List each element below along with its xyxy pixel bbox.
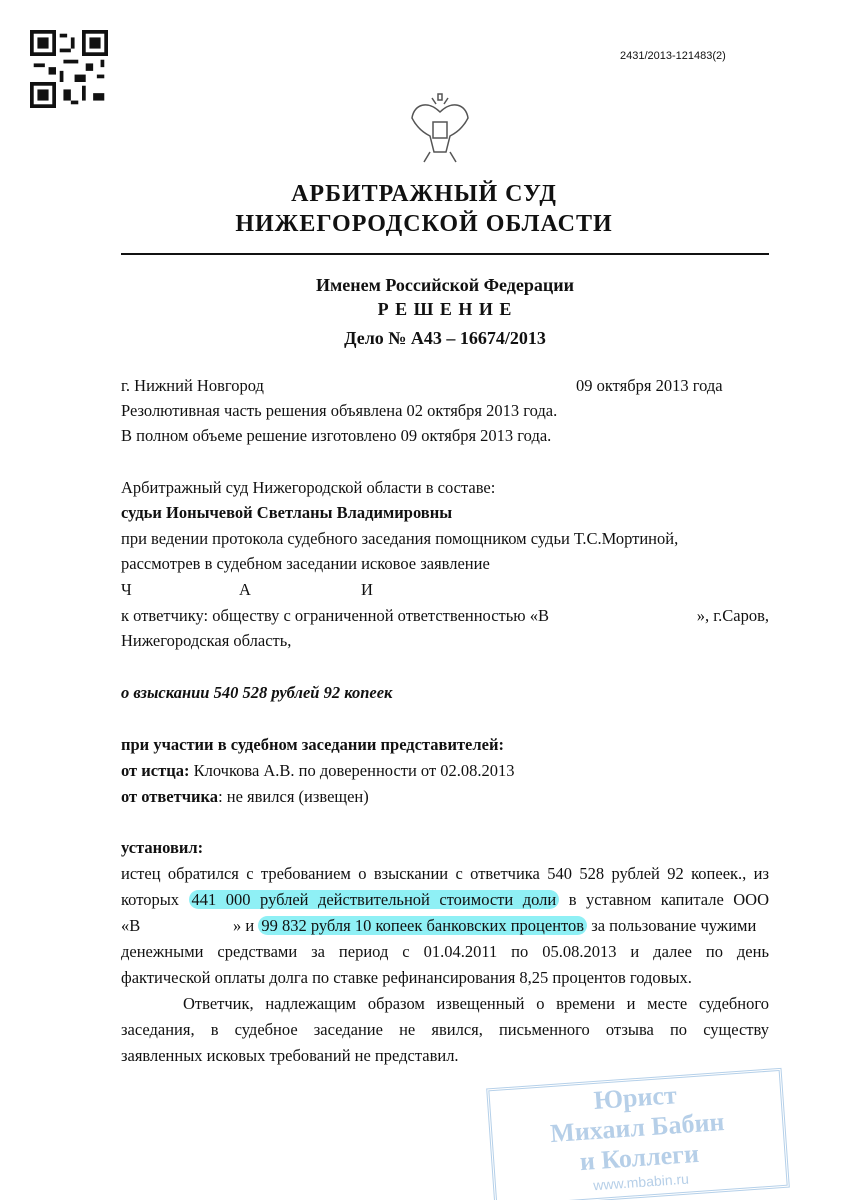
text-line: Арбитражный суд Нижегородской области в составе: bbox=[121, 478, 496, 497]
text-line: истец обратился с требованием о взыскании с ответчика 540 528 рублей 92 копеек., из bbox=[121, 864, 769, 883]
place-date-line bbox=[121, 375, 769, 397]
text-line: Резолютивная часть решения объявлена 02 октября 2013 года. bbox=[121, 401, 558, 420]
defendant-rep-line bbox=[121, 786, 769, 808]
title-decision: Р Е Ш Е Н И Е bbox=[377, 299, 513, 319]
text-fragment: », г.Саров, bbox=[696, 606, 769, 625]
text-line: заседания, в судебное заседание не явился, письменного отзыва по существу bbox=[121, 1020, 769, 1039]
stamp-text: Юрист bbox=[592, 1080, 678, 1115]
text-line: заявленных исковых требований не представил. bbox=[121, 1046, 459, 1065]
text-fragment: : не явился (извещен) bbox=[218, 787, 369, 806]
place: г. Нижний Новгород bbox=[121, 376, 264, 395]
court-name-line1: АРБИТРАЖНЫЙ СУД bbox=[291, 181, 557, 207]
title-line1: Именем Российской Федерации bbox=[315, 275, 575, 295]
text-fragment: Клочкова А.В. по доверенности от 02.08.2013 bbox=[189, 761, 515, 780]
label: от истца: bbox=[121, 761, 190, 780]
court-name-line2: НИЖЕГОРОДСКОЙ ОБЛАСТИ bbox=[235, 211, 613, 237]
judge-line: судьи Ионычевой Светланы Владимировны bbox=[121, 503, 453, 522]
label: от ответчика bbox=[121, 787, 219, 806]
coat-of-arms-emblem bbox=[408, 92, 472, 164]
header-divider bbox=[121, 253, 769, 255]
established-heading: установил: bbox=[121, 838, 204, 857]
plaintiff-line bbox=[121, 579, 769, 601]
date: 09 октября 2013 года bbox=[576, 376, 723, 395]
claim-subject: о взыскании 540 528 рублей 92 копеек bbox=[121, 683, 393, 702]
text-line bbox=[121, 915, 769, 937]
text-line: Нижегородская область, bbox=[121, 631, 292, 650]
stamp-text: и Коллеги bbox=[578, 1138, 700, 1177]
text-line bbox=[121, 889, 769, 911]
text-fragment: в уставном капитале ООО bbox=[568, 890, 770, 909]
watermark-stamp bbox=[486, 1068, 790, 1200]
plaintiff-initial: А bbox=[239, 580, 251, 599]
text-line: фактической оплаты долга по ставке рефинансирования 8,25 процентов годовых. bbox=[121, 968, 692, 987]
document-number: 2431/2013-121483(2) bbox=[620, 50, 726, 62]
text-fragment: » и bbox=[233, 916, 255, 935]
text-fragment: за пользование чужими bbox=[591, 916, 757, 935]
text-line: при ведении протокола судебного заседания помощником судьи Т.С.Мортиной, bbox=[121, 529, 679, 548]
defendant-line bbox=[121, 605, 769, 627]
plaintiff-initial: И bbox=[361, 580, 373, 599]
text-line: при участии в судебном заседании представителей: bbox=[121, 735, 504, 754]
text-fragment-group bbox=[233, 915, 756, 937]
highlighted-text: 99 832 рубля 10 копеек банковских процентов bbox=[258, 916, 587, 935]
plaintiff-initial: Ч bbox=[121, 580, 132, 599]
qr-code bbox=[30, 30, 108, 108]
text-line: Ответчик, надлежащим образом извещенный о времени и месте судебного bbox=[183, 994, 769, 1013]
plaintiff-rep-line bbox=[121, 760, 769, 782]
text-fragment: которых bbox=[121, 890, 180, 909]
text-fragment: к ответчику: обществу с ограниченной ответственностью «В bbox=[121, 606, 549, 625]
text-line: В полном объеме решение изготовлено 09 октября 2013 года. bbox=[121, 426, 552, 445]
text-fragment: «В bbox=[121, 916, 141, 935]
text-line: денежными средствами за период с 01.04.2011 по 05.08.2013 и далее по день bbox=[121, 942, 769, 961]
case-number: Дело № А43 – 16674/2013 bbox=[344, 328, 546, 348]
stamp-url: www.mbabin.ru bbox=[592, 1170, 690, 1194]
highlighted-text: 441 000 рублей действительной стоимости доли bbox=[189, 890, 560, 909]
stamp-text: Михаил Бабин bbox=[549, 1106, 726, 1149]
text-line: рассмотрев в судебном заседании исковое заявление bbox=[121, 554, 490, 573]
